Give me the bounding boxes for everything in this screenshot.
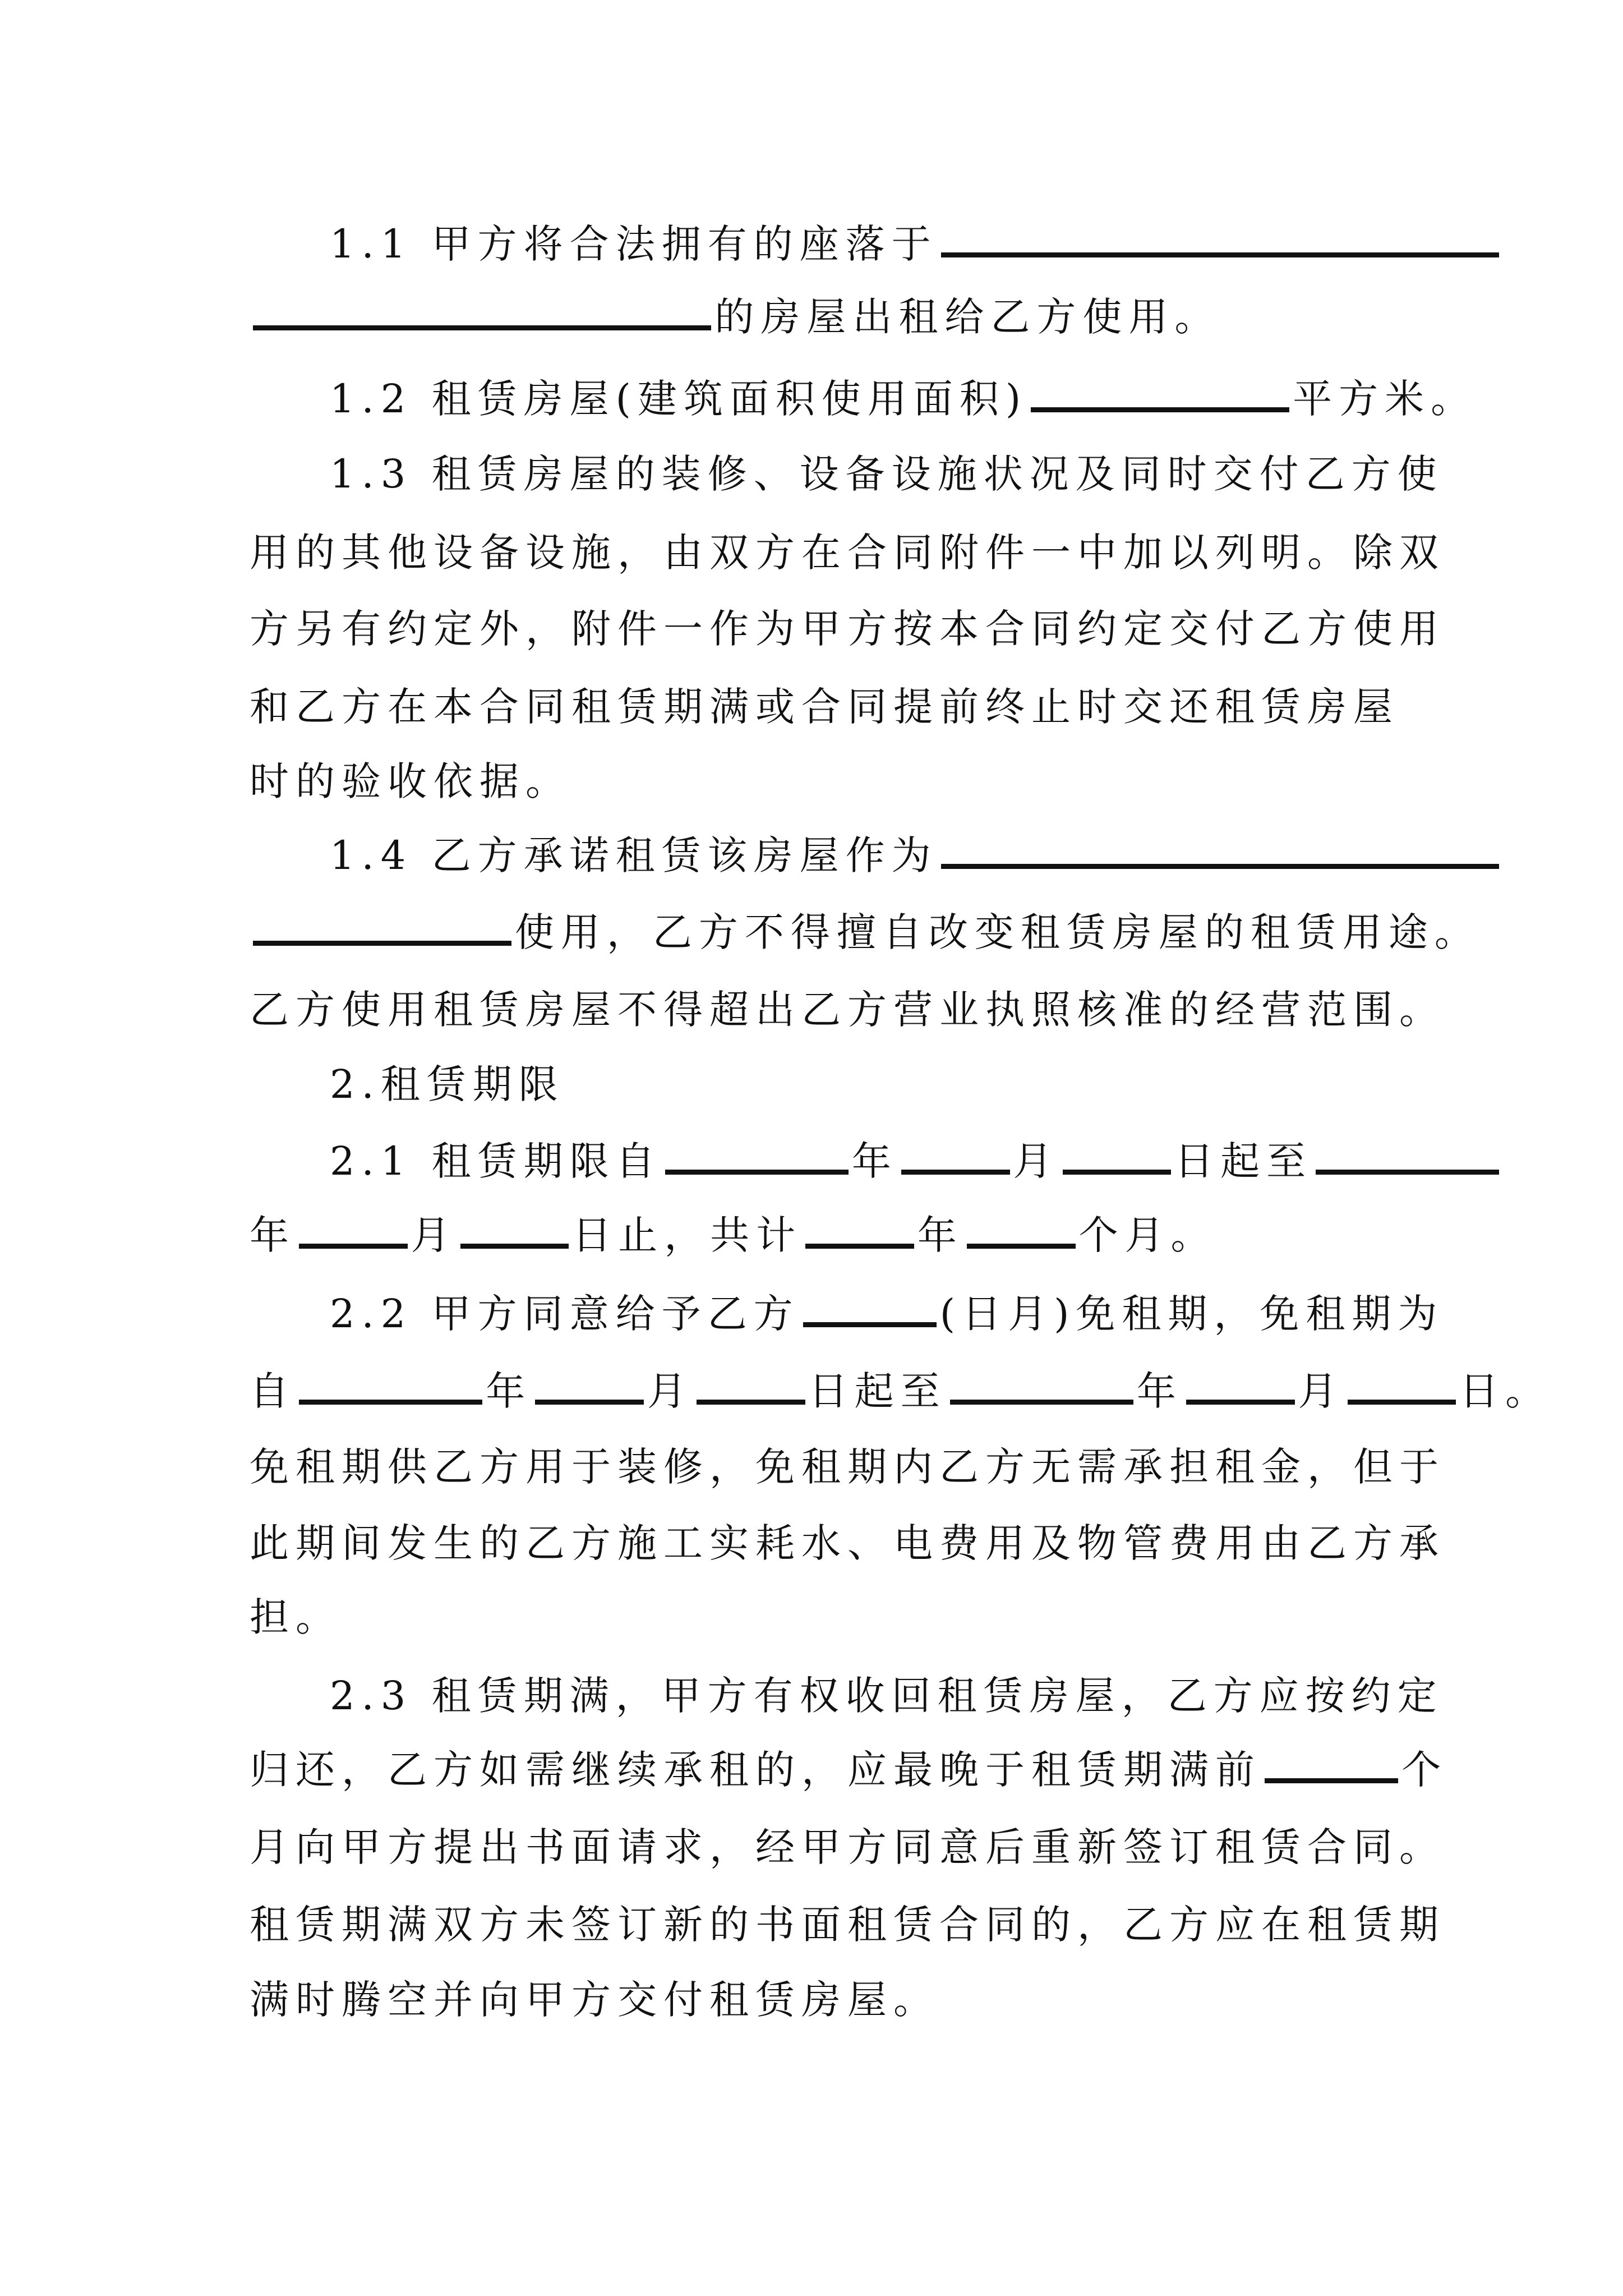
text-segment: 年 (486, 1368, 532, 1414)
text-segment: 年 (250, 1212, 296, 1258)
text-segment: 的房屋出租给乙方使用。 (714, 294, 1221, 340)
fill-in-blank[interactable] (805, 1211, 914, 1249)
fill-in-blank[interactable] (697, 1367, 805, 1405)
paragraph-line (330, 438, 1444, 510)
text-segment: 2.租赁期限 (330, 1061, 565, 1107)
fill-in-blank[interactable] (1265, 1746, 1398, 1783)
paragraph-line (250, 1199, 1217, 1272)
text-segment: 1.2 租赁房屋(建筑面积使用面积) (330, 376, 1028, 422)
fill-in-blank[interactable] (1316, 1137, 1499, 1175)
paragraph-line (330, 362, 1477, 435)
paragraph-line (250, 1430, 1445, 1503)
fill-in-blank[interactable] (941, 831, 1500, 869)
text-segment: 时的验收依据。 (250, 758, 571, 804)
fill-in-blank[interactable] (941, 220, 1500, 257)
text-segment: 1.4 乙方承诺租赁该房屋作为 (330, 832, 938, 878)
text-segment: 租赁期满双方未签订新的书面租赁合同的，乙方应在租赁期 (250, 1902, 1445, 1948)
fill-in-blank[interactable] (1031, 375, 1289, 412)
paragraph-line (250, 516, 1445, 589)
paragraph-line (330, 208, 1502, 280)
paragraph-line (250, 280, 1220, 353)
text-segment: 日。 (1459, 1368, 1552, 1414)
fill-in-blank[interactable] (299, 1367, 482, 1405)
text-segment: 使用，乙方不得擅自改变租赁房屋的租赁用途。 (514, 909, 1481, 955)
text-segment: 日起至 (808, 1368, 947, 1414)
text-segment: 满时腾空并向甲方交付租赁房屋。 (250, 1977, 939, 2023)
text-segment: 年 (851, 1138, 898, 1184)
text-segment: 此期间发生的乙方施工实耗水、电费用及物管费用由乙方承 (250, 1520, 1445, 1566)
fill-in-blank[interactable] (1348, 1367, 1456, 1405)
paragraph-line (330, 1125, 1502, 1198)
text-segment: 月 (1298, 1368, 1344, 1414)
fill-in-blank[interactable] (1186, 1367, 1295, 1405)
text-segment: 免租期供乙方用于装修，免租期内乙方无需承担租金，但于 (250, 1444, 1445, 1490)
paragraph-line (330, 1659, 1444, 1732)
text-segment: (日月)免租期，免租期为 (939, 1291, 1444, 1337)
paragraph-line (250, 1733, 1447, 1806)
fill-in-blank[interactable] (1063, 1137, 1172, 1175)
fill-in-blank[interactable] (253, 293, 711, 330)
text-segment: 月向甲方提出书面请求，经甲方同意后重新签订租赁合同。 (250, 1824, 1445, 1870)
paragraph-line (250, 1963, 939, 2036)
text-segment: 月 (411, 1212, 457, 1258)
paragraph-line (330, 819, 1502, 892)
fill-in-blank[interactable] (665, 1137, 849, 1175)
text-segment: 日起至 (1174, 1138, 1313, 1184)
text-segment: 担。 (250, 1594, 342, 1640)
text-segment: 乙方使用租赁房屋不得超出乙方营业执照核准的经营范围。 (250, 987, 1445, 1033)
text-segment: 日止，共计 (572, 1212, 803, 1258)
paragraph-line (330, 1277, 1444, 1350)
text-segment: 2.1 租赁期限自 (330, 1138, 662, 1184)
text-segment: 年 (917, 1212, 963, 1258)
paragraph-line (250, 896, 1481, 969)
fill-in-blank[interactable] (901, 1137, 1010, 1175)
text-segment: 2.3 租赁期满，甲方有权收回租赁房屋，乙方应按约定 (330, 1673, 1444, 1719)
fill-in-blank[interactable] (803, 1290, 937, 1327)
paragraph-line (330, 1048, 565, 1121)
paragraph-line (250, 745, 571, 818)
paragraph-line (250, 973, 1445, 1046)
fill-in-blank[interactable] (967, 1211, 1076, 1249)
text-segment: 月 (647, 1368, 693, 1414)
paragraph-line (250, 1888, 1445, 1961)
text-segment: 2.2 甲方同意给予乙方 (330, 1291, 800, 1337)
text-segment: 方另有约定外，附件一作为甲方按本合同约定交付乙方使用 (250, 606, 1445, 652)
text-segment: 1.3 租赁房屋的装修、设备设施状况及同时交付乙方使 (330, 451, 1444, 497)
paragraph-line (250, 1355, 1551, 1428)
paragraph-line (250, 1581, 342, 1654)
text-segment: 归还，乙方如需继续承租的，应最晚于租赁期满前 (250, 1747, 1261, 1793)
fill-in-blank[interactable] (299, 1211, 408, 1249)
text-segment: 个月。 (1078, 1212, 1217, 1258)
text-segment: 用的其他设备设施，由双方在合同附件一中加以列明。除双 (250, 530, 1445, 576)
fill-in-blank[interactable] (535, 1367, 644, 1405)
fill-in-blank[interactable] (460, 1211, 569, 1249)
text-segment: 年 (1136, 1368, 1183, 1414)
fill-in-blank[interactable] (950, 1367, 1133, 1405)
fill-in-blank[interactable] (253, 908, 511, 946)
text-segment: 和乙方在本合同租赁期满或合同提前终止时交还租赁房屋 (250, 684, 1399, 730)
text-segment: 月 (1013, 1138, 1059, 1184)
text-segment: 个 (1401, 1747, 1448, 1793)
paragraph-line (250, 1811, 1445, 1884)
paragraph-line (250, 670, 1399, 743)
text-segment: 1.1 甲方将合法拥有的座落于 (330, 221, 938, 267)
text-segment: 平方米。 (1293, 376, 1477, 422)
paragraph-line (250, 1507, 1445, 1580)
text-segment: 自 (250, 1368, 296, 1414)
paragraph-line (250, 592, 1445, 665)
